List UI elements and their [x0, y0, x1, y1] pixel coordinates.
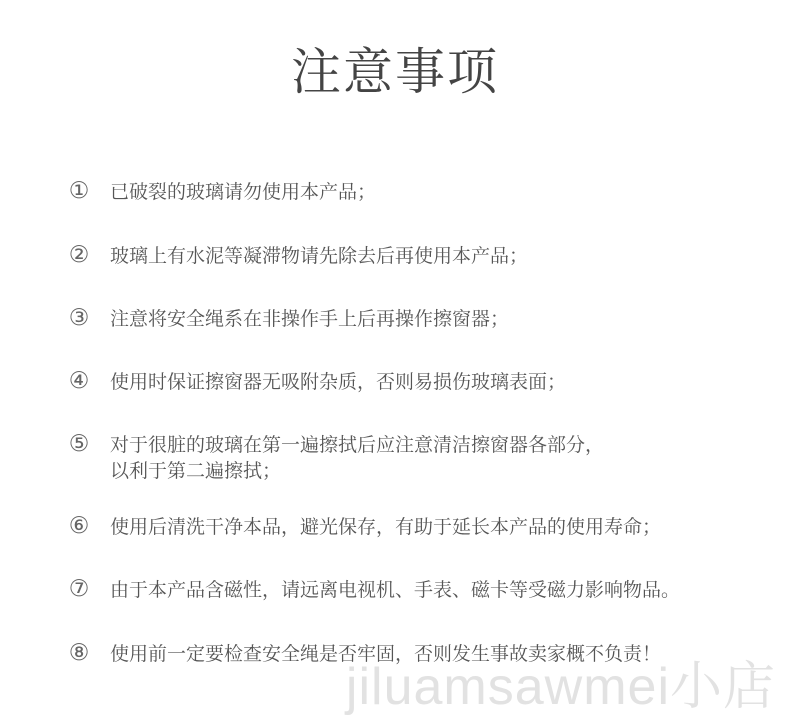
- item-line: 使用后清洗干净本品，避光保存，有助于延长本产品的使用寿命；: [110, 516, 662, 538]
- list-item: [66, 577, 756, 603]
- item-number: ⑥: [68, 513, 90, 539]
- watermark: jiluamsawmei小店: [345, 658, 776, 716]
- item-line: 使用前一定要检查安全绳是否牢固，否则发生事故卖家概不负责！: [110, 643, 662, 665]
- page-title: 注意事项: [291, 43, 499, 101]
- item-number: ⑦: [68, 576, 90, 602]
- item-line: 注意将安全绳系在非操作手上后再操作擦窗器；: [110, 308, 510, 330]
- item-line: 对于很脏的玻璃在第一遍擦拭后应注意清洁擦窗器各部分，: [110, 434, 605, 456]
- item-line: 以利于第二遍擦拭；: [110, 460, 282, 482]
- item-text: [110, 369, 566, 395]
- item-text: [110, 577, 680, 603]
- item-number: ③: [68, 305, 90, 331]
- list-item: [66, 514, 756, 540]
- item-text: [110, 306, 509, 332]
- item-number: ①: [68, 178, 90, 204]
- item-text: [110, 179, 376, 205]
- item-line: 玻璃上有水泥等凝滞物请先除去后再使用本产品；: [110, 245, 529, 267]
- item-number: ⑤: [68, 431, 90, 457]
- item-text: [110, 514, 661, 540]
- list-item: [66, 243, 756, 269]
- list-item: [66, 432, 756, 484]
- item-text: [110, 243, 528, 269]
- item-text: [110, 432, 604, 484]
- item-number: ④: [68, 368, 90, 394]
- list-item: [66, 369, 756, 395]
- item-number: ②: [68, 242, 90, 268]
- list-item: [66, 179, 756, 205]
- list-item: [66, 306, 756, 332]
- item-number: ⑧: [68, 640, 90, 666]
- item-line: 已破裂的玻璃请勿使用本产品；: [110, 181, 377, 203]
- item-line: 使用时保证擦窗器无吸附杂质，否则易损伤玻璃表面；: [110, 371, 567, 393]
- item-line: 由于本产品含磁性，请远离电视机、手表、磁卡等受磁力影响物品。: [110, 579, 681, 601]
